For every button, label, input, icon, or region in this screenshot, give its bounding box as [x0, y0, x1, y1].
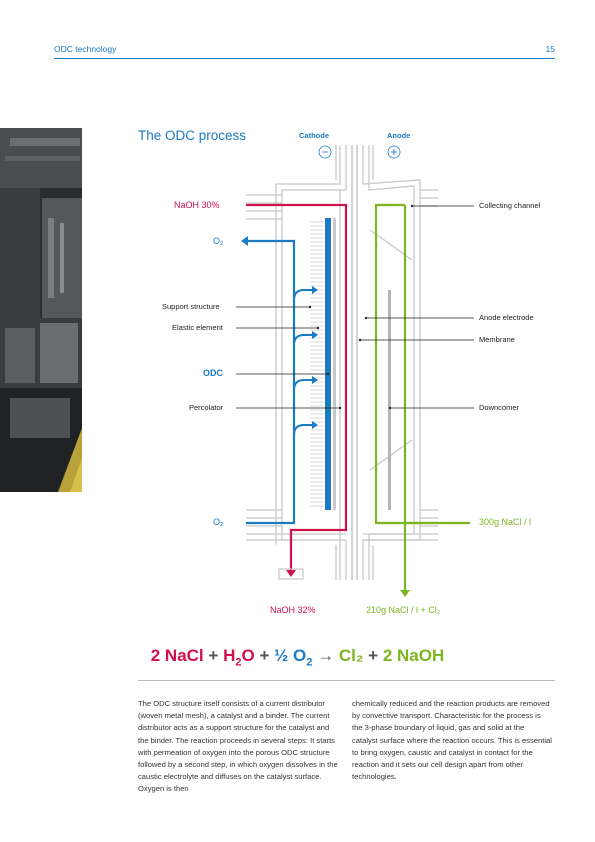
membrane-label: Membrane — [479, 335, 515, 344]
eq-naoh: 2 NaOH — [382, 646, 445, 665]
cell-frame — [246, 145, 438, 580]
elastic-element-label: Elastic element — [172, 323, 223, 332]
eq-h-sub: 2 — [235, 656, 242, 669]
section-title: ODC technology — [54, 44, 117, 54]
odc-layer — [325, 218, 331, 510]
elastic-element-strip — [333, 218, 336, 510]
brine-out-arrow-icon — [400, 590, 410, 597]
eq-half-o2: ½ O — [274, 646, 307, 665]
nacl-out-label: 210g NaCl / l + Cl₂ — [366, 605, 441, 615]
naoh-out-arrow-icon — [286, 570, 296, 577]
eq-o: O — [241, 646, 255, 665]
o2-feed-branches — [294, 290, 312, 435]
eq-cl2: Cl₂ — [338, 646, 364, 665]
figure-title: The ODC process — [138, 128, 247, 143]
naoh-in-label: NaOH 30% — [174, 200, 220, 210]
o2-flow-line — [246, 241, 294, 523]
naoh-out-label: NaOH 32% — [270, 605, 316, 615]
page-number: 15 — [545, 44, 555, 54]
eq-arrow-icon: → — [317, 646, 335, 665]
reaction-equation — [0, 646, 595, 668]
downcomer-label: Downcomer — [479, 403, 520, 412]
cathode-label: Cathode — [299, 131, 329, 140]
body-column-1: The ODC structure itself consists of a current distributor (woven metal mesh), a catalyst and a binder. The current distributor acts as a support structure for the catalyst and the binder. The reaction proceeds in several steps: It starts with permeation of oxygen into the porous ODC structure followed by a second step, in which oxygen dissolves in the caustic electrolyte and diffuses on the catalyst surface. Oxygen is then — [138, 699, 338, 794]
o2-out-label: O₂ — [213, 236, 224, 246]
collecting-channel-label: Collecting channel — [479, 201, 541, 210]
odc-label: ODC — [203, 368, 223, 378]
eq-nacl: 2 NaCl — [150, 646, 204, 665]
o2-out-arrow-icon — [241, 236, 248, 246]
percolator-label: Percolator — [189, 403, 224, 412]
support-structure-label: Support structure — [162, 302, 220, 311]
eq-plus: + — [368, 646, 379, 665]
eq-o2-sub: 2 — [306, 656, 313, 669]
leader-dots — [309, 205, 413, 409]
o2-in-label: O₂ — [213, 517, 224, 527]
percolator-hatch — [310, 222, 324, 506]
anode-electrode-label: Anode electrode — [479, 313, 534, 322]
brine-in-line — [376, 205, 438, 523]
body-column-2: chemically reduced and the reaction products are removed by convective transport. Characteristic for the process is the 3-phase boundary of liquid, gas and solid at the catalyst surface where the reaction occurs. This is essential to bring oxygen, caustic and catalyst in contact for the reaction and it sets our cell design apart from other technologies. — [352, 699, 552, 782]
o2-branch-arrows-icon — [312, 286, 318, 429]
downcomer-tube — [388, 290, 391, 510]
eq-plus: + — [208, 646, 219, 665]
equation-rule — [138, 680, 555, 681]
eq-plus: + — [259, 646, 270, 665]
nacl-in-label: 300g NaCl / l — [479, 517, 532, 527]
leader-lines — [236, 206, 474, 408]
eq-h: H — [223, 646, 236, 665]
anode-label: Anode — [387, 131, 411, 140]
